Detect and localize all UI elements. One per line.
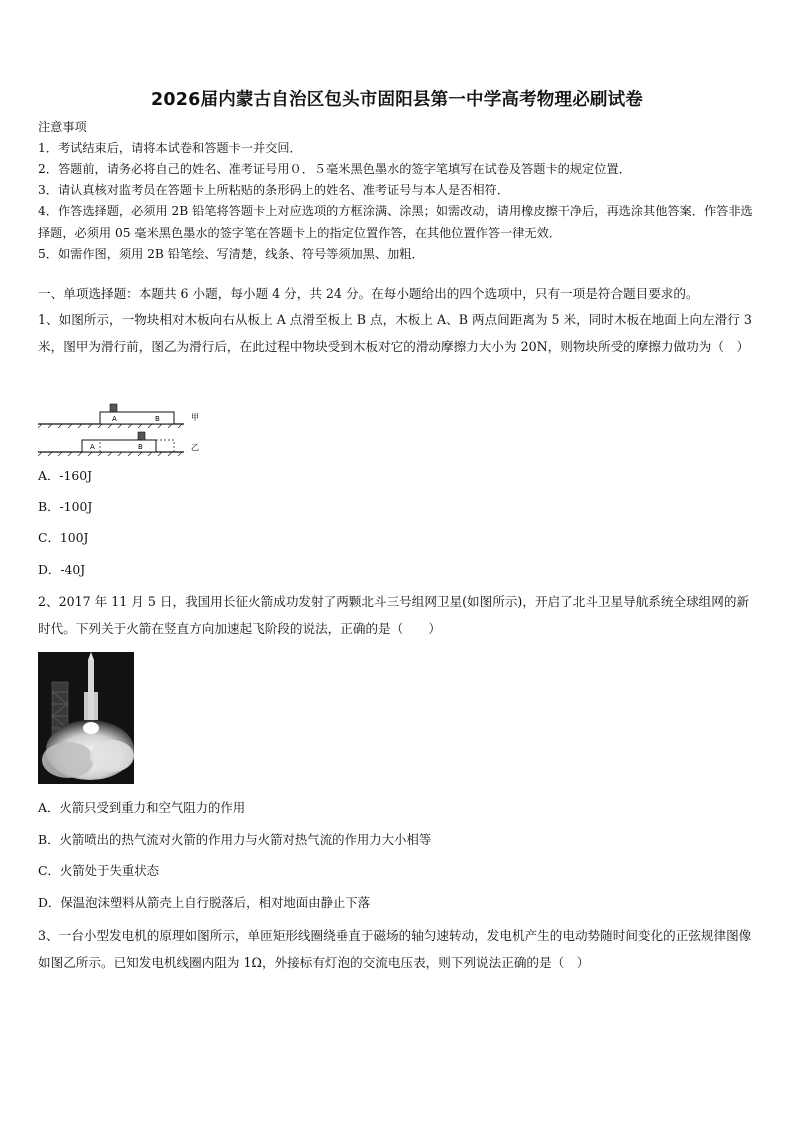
q2-option-a: A．火箭只受到重力和空气阻力的作用 [38,800,246,815]
ground-hatch-bottom [38,452,182,456]
page-title: 2026届内蒙古自治区包头市固阳县第一中学高考物理必刷试卷 [150,90,643,110]
label-yi: 乙 [191,443,199,452]
ground-hatch-top [38,424,182,428]
block-top [110,404,117,412]
notice-item-2: 2．答题前，请务必将自己的姓名、准考证号用０．５毫米黑色墨水的签字笔填写在试卷及答题卡的规定位置． [38,162,631,176]
question-1-text: 1、如图所示，一物块相对木板向右从板上 A 点滑至板上 B 点，木板上 A、B 两点间距离为 5 米，同时木板在地面上向左滑行 3 米，图甲为滑行前，图乙为滑行后，在此过程中物块受到木板对它的滑动摩擦力大小为 20N，则物块所受的摩擦力做功为（ ） [38,312,752,354]
board-block-figure [38,398,208,458]
q2-option-c: C．火箭处于失重状态 [38,863,159,878]
notice-item-5: 5．如需作图，须用 2B 铅笔绘、写清楚，线条、符号等须加黑、加粗． [38,247,424,261]
q1-option-c: C．100J [38,530,89,545]
q1-option-a: A．-160J [38,468,93,483]
label-b-bottom: B [138,443,143,451]
q1-option-d: D．-40J [38,562,86,577]
section-heading: 一、单项选择题：本题共 6 小题，每小题 4 分，共 24 分。在每小题给出的四个选项中，只有一项是符合题目要求的。 [38,286,699,301]
notice-item-4: 4．作答选择题，必须用 2B 铅笔将答题卡上对应选项的方框涂满、涂黑；如需改动，请用橡皮擦干净后，再选涂其他答案．作答非选择题，必须用 05 毫米黑色墨水的签字笔在答题卡上的指定位置作答，在其他位置作答一律无效． [38,204,753,240]
notice-item-3: 3．请认真核对监考员在答题卡上所粘贴的条形码上的姓名、准考证号与本人是否相符． [38,183,509,197]
label-a-bottom: A [90,443,95,451]
notice-block [38,117,760,265]
notice-item-1: 1．考试结束后，请将本试卷和答题卡一并交回． [38,141,302,155]
rocket-launch-photo [38,652,134,784]
label-a-top: A [112,415,117,423]
q2-option-d: D．保温泡沫塑料从箭壳上自行脱落后，相对地面由静止下落 [38,895,371,910]
notice-heading: 注意事项 [38,120,87,134]
q1-option-b: B．-100J [38,499,93,514]
label-jia: 甲 [191,413,199,422]
q2-option-b: B．火箭喷出的热气流对火箭的作用力与火箭对热气流的作用力大小相等 [38,832,432,847]
label-b-top: B [155,415,160,423]
rocket-launch-illustration [38,652,134,784]
question-2-text: 2、2017 年 11 月 5 日，我国用长征火箭成功发射了两颗北斗三号组网卫星(如图所示)，开启了北斗卫星导航系统全球组网的新时代。下列关于火箭在竖直方向加速起飞阶段的说法，正确的是（ ） [38,594,750,636]
question-3-text: 3、一台小型发电机的原理如图所示，单匝矩形线圈绕垂直于磁场的轴匀速转动，发电机产生的电动势随时间变化的正弦规律图像如图乙所示。已知发电机线圈内阻为 1Ω，外接标有灯泡的交流电压表，则下列说法正确的是（ ） [38,928,752,970]
block-bottom [138,432,145,440]
